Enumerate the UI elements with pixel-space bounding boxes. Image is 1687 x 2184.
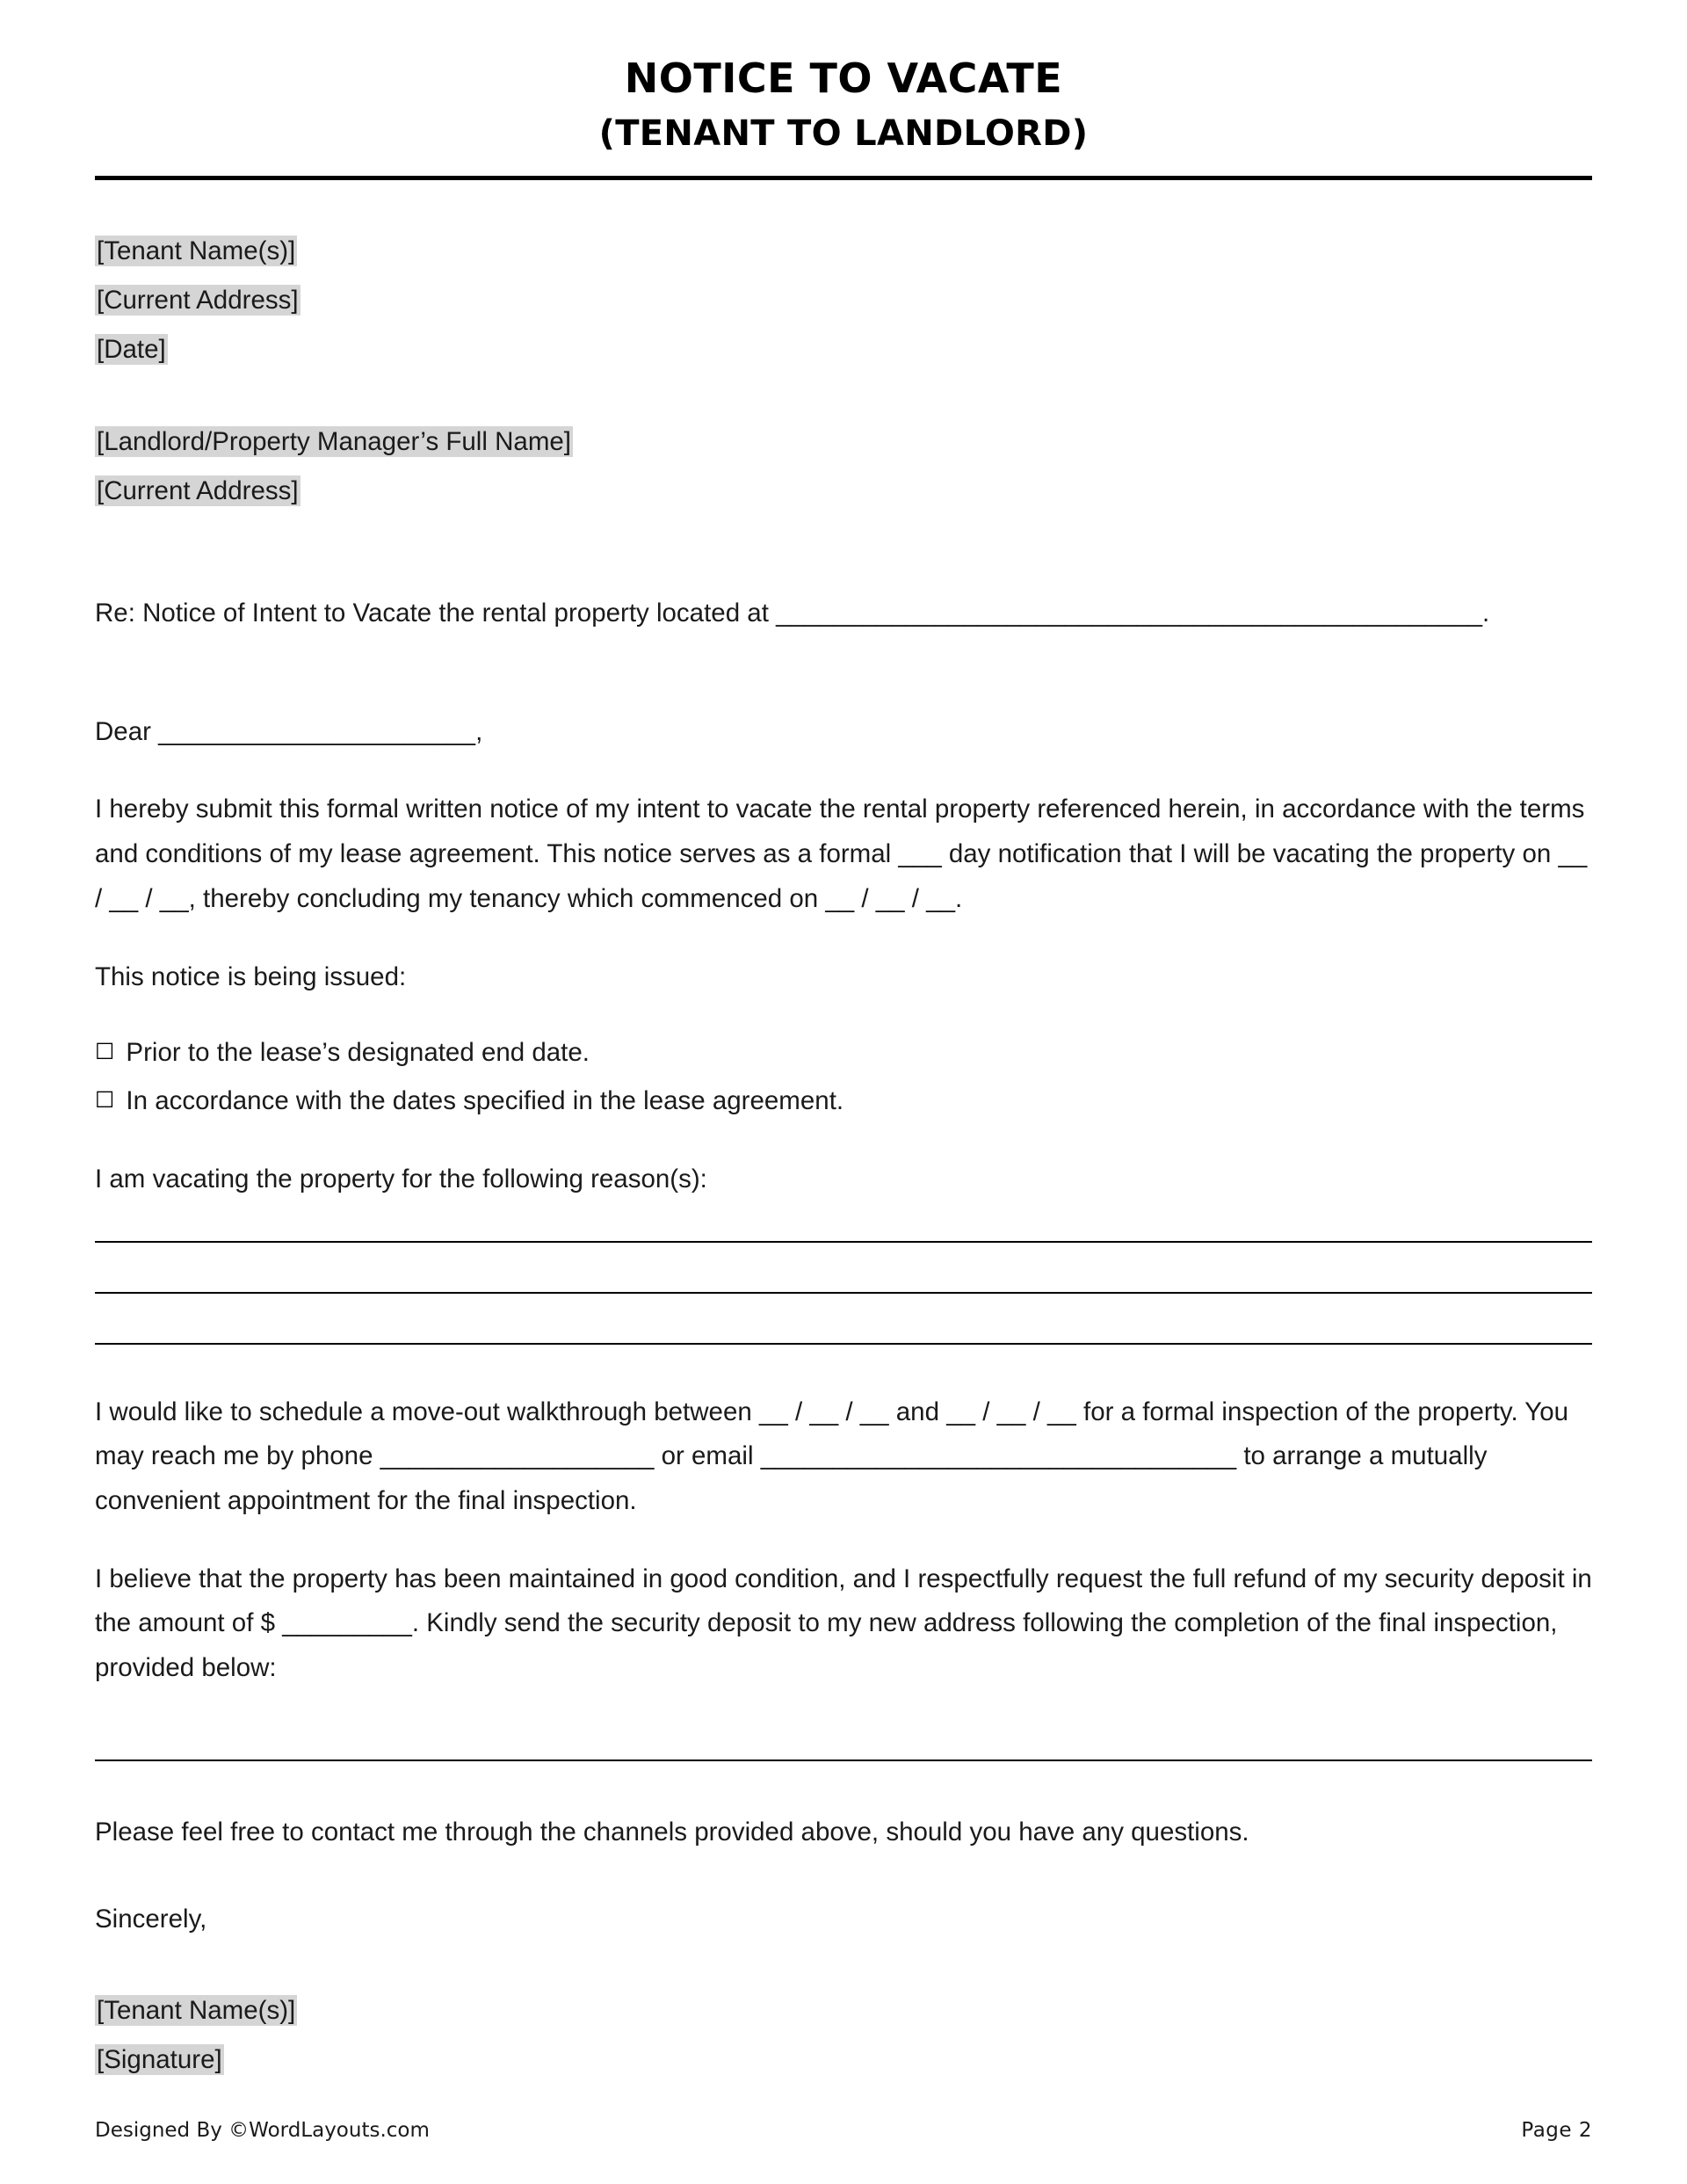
page-content — [95, 0, 1592, 2184]
contact-paragraph: Please feel free to contact me through the channels provided above, should you have any questions. — [95, 1817, 1249, 1847]
page-number: Page 2 — [1521, 2119, 1592, 2142]
reason-blank-line-3[interactable] — [95, 1343, 1592, 1345]
designer-credit: Designed By ©WordLayouts.com — [95, 2119, 430, 2142]
issued-heading: This notice is being issued: — [95, 961, 407, 991]
closing-signature-line — [95, 2038, 1592, 2083]
notice-date-field[interactable]: [Date] — [97, 334, 166, 364]
new-address-blank-line[interactable] — [95, 1760, 1592, 1761]
notice-type-checklist — [95, 1031, 1592, 1123]
salutation-suffix: , — [475, 716, 483, 746]
sender-tenant-name-line — [95, 229, 1592, 274]
recipient-address-block — [95, 420, 1592, 513]
page-subtitle: (TENANT TO LANDLORD) — [598, 113, 1089, 155]
landlord-address-field[interactable]: [Current Address] — [97, 476, 299, 506]
sign-off: Sincerely, — [95, 1904, 207, 1934]
checkbox-label-accordance: In accordance with the dates specified in the lease agreement. — [126, 1086, 844, 1116]
closing-tenant-name-line — [95, 1989, 1592, 2034]
subject-prefix: Re: Notice of Intent to Vacate the rental property located at — [95, 598, 777, 628]
reason-blank-line-2[interactable] — [95, 1292, 1592, 1294]
tenant-address-field[interactable]: [Current Address] — [97, 286, 299, 315]
tenant-name-field[interactable]: [Tenant Name(s)] — [97, 236, 296, 266]
intent-paragraph: I hereby submit this formal written notice of my intent to vacate the rental property referenced herein, in accordance with the terms and conditions of my lease agreement. This notice serves as a formal ___ day notification that I will be vacating the property on __ / __ / __, thereby concluding my tenancy which commenced on __ / __ / __. — [95, 795, 1588, 913]
page-title: NOTICE TO VACATE — [624, 54, 1063, 102]
sender-address-block — [95, 229, 1592, 372]
page-footer — [95, 2119, 1592, 2142]
sender-date-line — [95, 328, 1592, 373]
title-block — [95, 0, 1592, 180]
checkbox-row-accordance[interactable] — [95, 1079, 1592, 1124]
signature-field[interactable]: [Signature] — [97, 2045, 222, 2075]
reason-blank-line-1[interactable] — [95, 1241, 1592, 1243]
checkbox-icon[interactable]: ☐ — [95, 1087, 115, 1114]
landlord-name-field[interactable]: [Landlord/Property Manager’s Full Name] — [97, 427, 572, 457]
salutation-line — [95, 710, 1592, 755]
recipient-name-line — [95, 420, 1592, 465]
recipient-address-line — [95, 469, 1592, 514]
salutation-blank-field[interactable]: ______________________ — [158, 716, 476, 746]
walkthrough-paragraph: I would like to schedule a move-out walkthrough between __ / __ / __ and __ / __ / __ for a formal inspection of the property. You may reach me by phone ___________________ or email _________________________________ to arrange a mutually convenient appointment for the final inspection. — [95, 1397, 1569, 1516]
salutation-prefix: Dear — [95, 716, 159, 746]
sender-address-line — [95, 279, 1592, 323]
subject-blank-field[interactable]: _________________________________________________ — [776, 598, 1483, 628]
title-divider — [95, 176, 1592, 180]
checkbox-icon[interactable]: ☐ — [95, 1039, 115, 1065]
subject-line — [95, 591, 1592, 636]
signature-block — [95, 1989, 1592, 2082]
reasons-heading: I am vacating the property for the following reason(s): — [95, 1164, 707, 1194]
deposit-paragraph: I believe that the property has been maintained in good condition, and I respectfully request the full refund of my security deposit in the amount of $ _________. Kindly send the security deposit to my new address following the completion of the final inspection, provided below: — [95, 1564, 1592, 1683]
checkbox-label-prior: Prior to the lease’s designated end date. — [126, 1038, 590, 1068]
checkbox-row-prior[interactable] — [95, 1031, 1592, 1076]
closing-tenant-name-field[interactable]: [Tenant Name(s)] — [97, 1996, 296, 2026]
address-block-spacer — [95, 376, 1592, 420]
subject-suffix: . — [1482, 598, 1490, 628]
reasons-write-in-area[interactable] — [95, 1241, 1592, 1345]
